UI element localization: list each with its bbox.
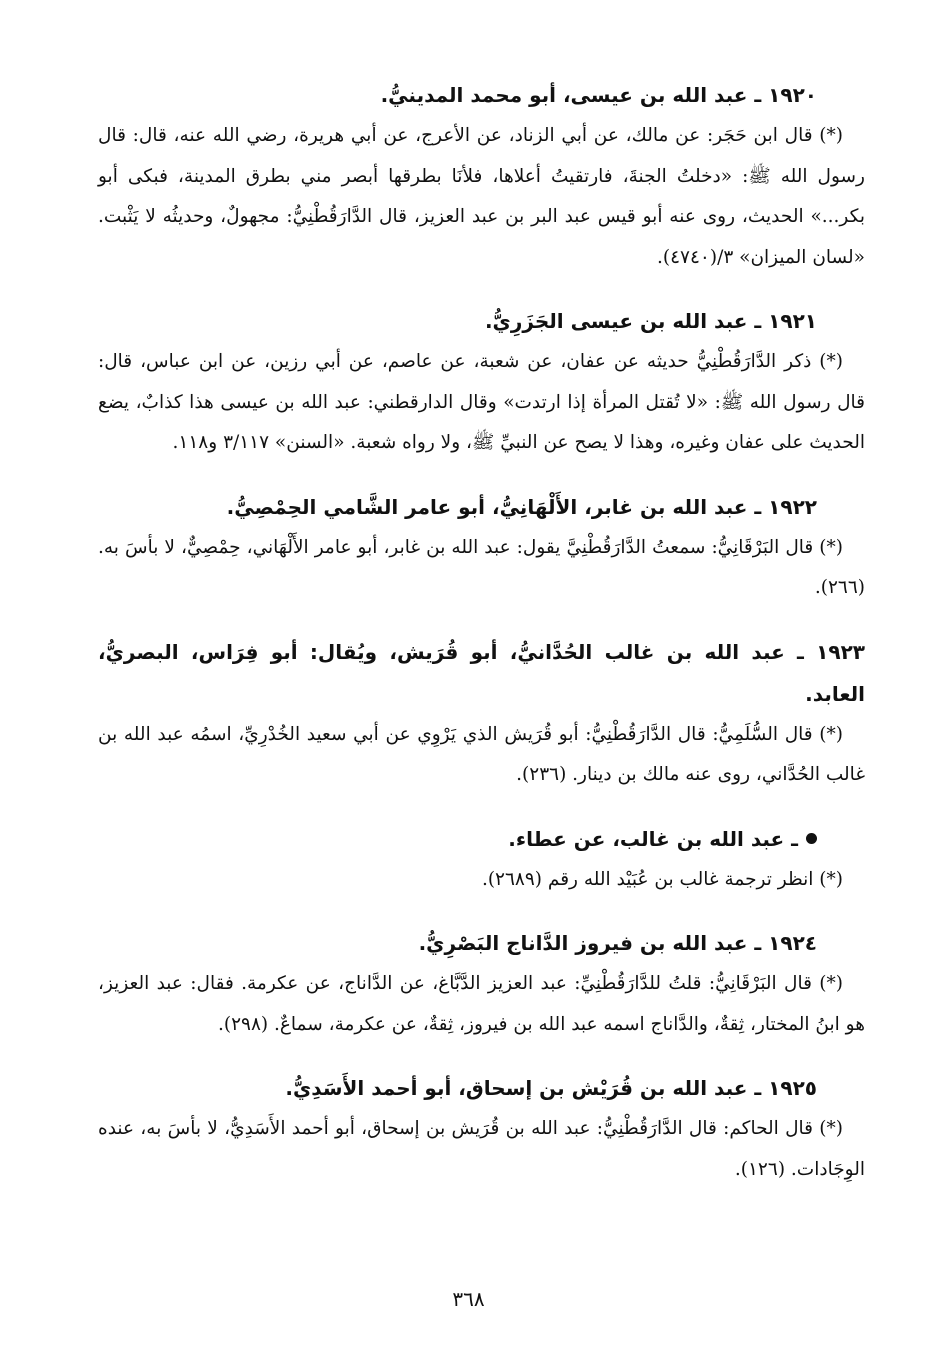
- entry-body-1920: (*) قال ابن حَجَر: عن مالك، عن أبي الزناد، عن الأعرج، عن أبي هريرة، رضي الله عنه، قال: قال رسول الله ﷺ: «دخلتُ الجنةَ، فارتقيتُ أعلاها، فلأنَا بطرقها أبصر مني بطرق المدينة، فبكى أبو بكر...» الحديث، روى عنه أبو قيس عبد البر بن عبد العزيز، قال الدَّارَقُطْنِيُّ: مجهولٌ، وحديثُه لا يَثْبت. «لسان الميزان» ٣/(٤٧٤٠).: [98, 125, 865, 268]
- bullet-dot-icon: [806, 833, 817, 844]
- entry-body-1921: (*) ذكر الدَّارَقُطْنِيُّ حديثه عن عفان، عن شعبة، عن عاصم، عن أبي رزين، عن ابن عباس، قال: قال رسول الله ﷺ: «لا تُقتل المرأة إذا ارتدت» وقال الدارقطني: عبد الله بن عيسى هذا كذابٌ، يضع الحديث على عفان وغيره، وهذا لا يصح عن النبيِّ ﷺ، ولا رواه شعبة. «السنن» ٣/١١٧ و١١٨.: [98, 351, 865, 453]
- entry-body-cross-reference: (*) انظر ترجمة غالب بن عُبَيْد الله رقم (٢٦٨٩).: [481, 868, 843, 890]
- cross-reference-heading-text: ـ عبد الله بن غالب، عن عطاء.: [508, 826, 798, 851]
- entry-heading-1924: ١٩٢٤ ـ عبد الله بن فيروز الدَّاناج البَصْرِيُّ.: [418, 931, 817, 955]
- entry-body-1922: (*) قال البَرْقَانِيُّ: سمعتُ الدَّارَقُطْنِيَّ يقول: عبد الله بن غابر، أبو عامر الأَلْهَاني، حِمْصِيٌّ، لا بأسَ به. (٢٦٦).: [98, 536, 865, 598]
- entry-heading-1921: ١٩٢١ ـ عبد الله بن عيسى الجَزَرِيُّ.: [484, 309, 817, 333]
- entry-heading-1920: ١٩٢٠ ـ عبد الله بن عيسى، أبو محمد المدينيُّ.: [380, 83, 817, 107]
- entry-body-1923: (*) قال السُّلَمِيُّ: قال الدَّارَقُطْنِيُّ: أبو قُرَيش الذي يَرْوِي عن أبي سعيد الخُدْرِيِّ، اسمُه عبد الله بن غالب الحُدَّاني، روى عنه مالك بن دينار. (٢٣٦).: [98, 723, 865, 785]
- entry-body-1925: (*) قال الحاكم: قال الدَّارَقُطْنِيُّ: عبد الله بن قُرَيش بن إسحاق، أبو أحمد الأَسَدِيُّ، لا بأسَ به، عنده الوِجَادات. (١٢٦).: [98, 1118, 865, 1180]
- page-number: ٣٦٨: [452, 1287, 485, 1311]
- entry-body-1924: (*) قال البَرْقَانِيُّ: قلتُ للدَّارَقُطْنِيِّ: عبد العزيز الدَّبَّاغ، عن الدَّاناج، عن عكرمة. فقال: عبد العزيز، هو ابنُ المختار، ثِقةٌ، والدَّاناج اسمه عبد الله بن فيروز، ثِقةٌ، عن عكرمة، سماعٌ. (٢٩٨).: [98, 973, 865, 1035]
- entry-heading-1925: ١٩٢٥ ـ عبد الله بن قُرَيْش بن إسحاق، أبو أحمد الأَسَدِيُّ.: [285, 1076, 817, 1100]
- entry-heading-cross-reference: [98, 818, 865, 860]
- entry-heading-1922: ١٩٢٢ ـ عبد الله بن غابر، الأَلْهَانِيُّ، أبو عامر الشَّامي الحِمْصِيُّ.: [226, 494, 817, 519]
- entry-heading-1923: ١٩٢٣ ـ عبد الله بن غالب الحُدَّانيُّ، أبو قُرَيش، ويُقال: أبو فِرَاس، البصريُّ، العابد.: [98, 639, 865, 706]
